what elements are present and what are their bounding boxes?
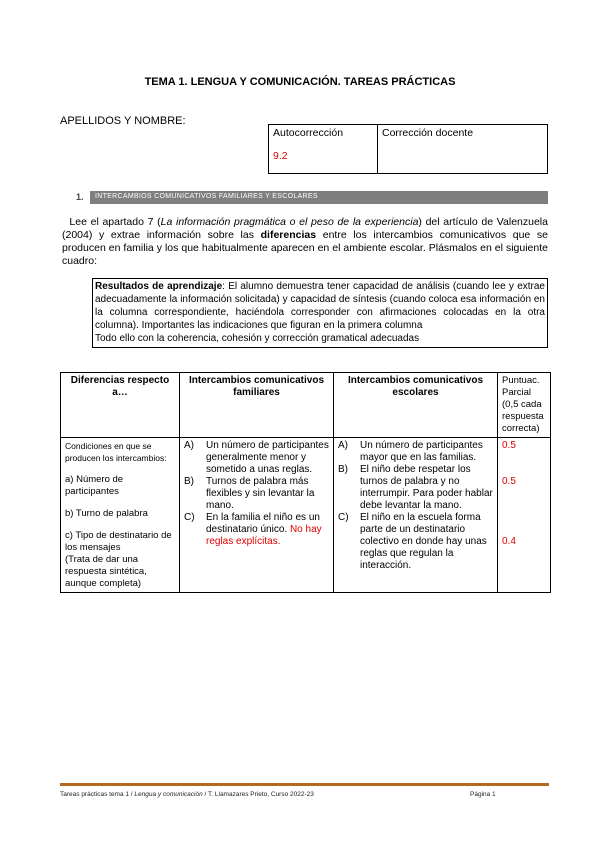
answer-text: Turnos de palabra más flexibles y sin levantar la mano. [206, 476, 315, 511]
footer-part-1: Tareas prácticas tema 1 / [60, 791, 135, 798]
answer-text: El niño en la escuela forma parte de un destinatario colectivo en donde hay unas reglas que regulan la interacción. [360, 512, 487, 571]
differences-table [60, 372, 551, 593]
section-heading [62, 191, 548, 204]
conditions-note: (Trata de dar una respuesta sintética, aunque completa) [65, 554, 147, 589]
table-row [61, 438, 551, 593]
school-answer-b [338, 464, 493, 512]
answer-correction: No hay reglas explícitas. [206, 524, 322, 547]
family-answer-b [184, 476, 329, 512]
table-header-row [61, 373, 551, 438]
learning-outcomes-note: Todo ello con la coherencia, cohesión y corrección gramatical adecuadas [95, 333, 420, 344]
family-answer-c [184, 512, 329, 548]
score-c: 0.4 [502, 536, 516, 547]
section-title: INTERCAMBIOS COMUNICATIVOS FAMILIARES Y ESCOLARES [95, 193, 318, 200]
name-label: APELLIDOS Y NOMBRE: [60, 115, 186, 127]
footer-text [60, 791, 314, 798]
footer-part-2: / T. Llamazares Prieto, Curso 2022-23 [202, 791, 314, 798]
conditions-cell [61, 438, 180, 593]
header-differences: Diferencias respecto a… [61, 373, 180, 438]
answer-letter: B) [338, 464, 348, 475]
condition-a: a) Número de participantes [65, 474, 124, 497]
learning-outcomes-box [92, 278, 548, 348]
school-answer-c [338, 512, 493, 572]
answer-letter: C) [338, 512, 349, 523]
family-answer-a [184, 440, 329, 476]
answer-letter: A) [338, 440, 348, 451]
section-bar [90, 191, 548, 204]
score-a: 0.5 [502, 440, 516, 451]
school-answer-a [338, 440, 493, 464]
page-number: Página 1 [470, 791, 496, 798]
footer-divider [60, 783, 549, 786]
header-school: Intercambios comunicativos escolares [334, 373, 498, 438]
condition-c: c) Tipo de destinatario de los mensajes [65, 530, 172, 553]
condition-b: b) Turno de palabra [65, 508, 148, 519]
scores-cell [498, 438, 551, 593]
footer-subject: Lengua y comunicación [134, 791, 203, 798]
header-score: Puntuac. Parcial (0,5 cada respuesta correcta) [498, 373, 551, 438]
answer-text: Un número de participantes generalmente menor y sometido a unas reglas. [206, 440, 329, 475]
intro-emphasis: diferencias [260, 229, 317, 241]
instructions-paragraph [62, 216, 548, 268]
answer-text: En la familia el niño es un destinatario único. [206, 512, 320, 535]
conditions-intro: Condiciones en que se producen los intercambios: [65, 441, 167, 463]
grade-table [268, 124, 548, 174]
header-family: Intercambios comunicativos familiares [180, 373, 334, 438]
page-title: TEMA 1. LENGUA Y COMUNICACIÓN. TAREAS PRÁCTICAS [144, 76, 456, 88]
family-cell [180, 438, 334, 593]
self-correction-label: Autocorrección [273, 127, 344, 139]
answer-letter: B) [184, 476, 194, 487]
answer-letter: A) [184, 440, 194, 451]
school-cell [334, 438, 498, 593]
answer-letter: C) [184, 512, 195, 523]
self-correction-cell [269, 125, 378, 174]
article-section-title: La información pragmática o el peso de la experiencia [160, 216, 419, 228]
answer-text: Un número de participantes mayor que en las familias. [360, 440, 483, 463]
learning-outcomes-text: : El alumno demuestra tener capacidad de análisis (cuando lee y extrae adecuadamente la información solicitada) y capacidad de síntesis (cuando coloca esa información en la columna correspondiente, haciéndola corresponder con afirmaciones colocadas en la otra columna). Importantes las indicaciones que figuran en la primera columna [95, 281, 545, 331]
intro-text-3: entre los intercambios comunicativos que se producen en familia y los que habitualmente aparecen en el ambiente escolar. Plásmalos en el siguiente cuadro: [62, 229, 548, 267]
teacher-correction-label: Corrección docente [382, 127, 474, 139]
teacher-correction-cell [378, 125, 548, 174]
answer-text: El niño debe respetar los turnos de palabra y no interrumpir. Para poder hablar debe levantar la mano. [360, 464, 493, 511]
intro-text-1: Lee el apartado 7 ( [69, 216, 161, 228]
score-b: 0.5 [502, 476, 516, 487]
section-number: 1. [76, 192, 84, 202]
learning-outcomes-label: Resultados de aprendizaje [95, 281, 223, 292]
intro-text-2: ) del artículo de Valenzuela (2004) y extrae información sobre las [62, 216, 548, 241]
self-correction-value: 9.2 [273, 150, 288, 162]
